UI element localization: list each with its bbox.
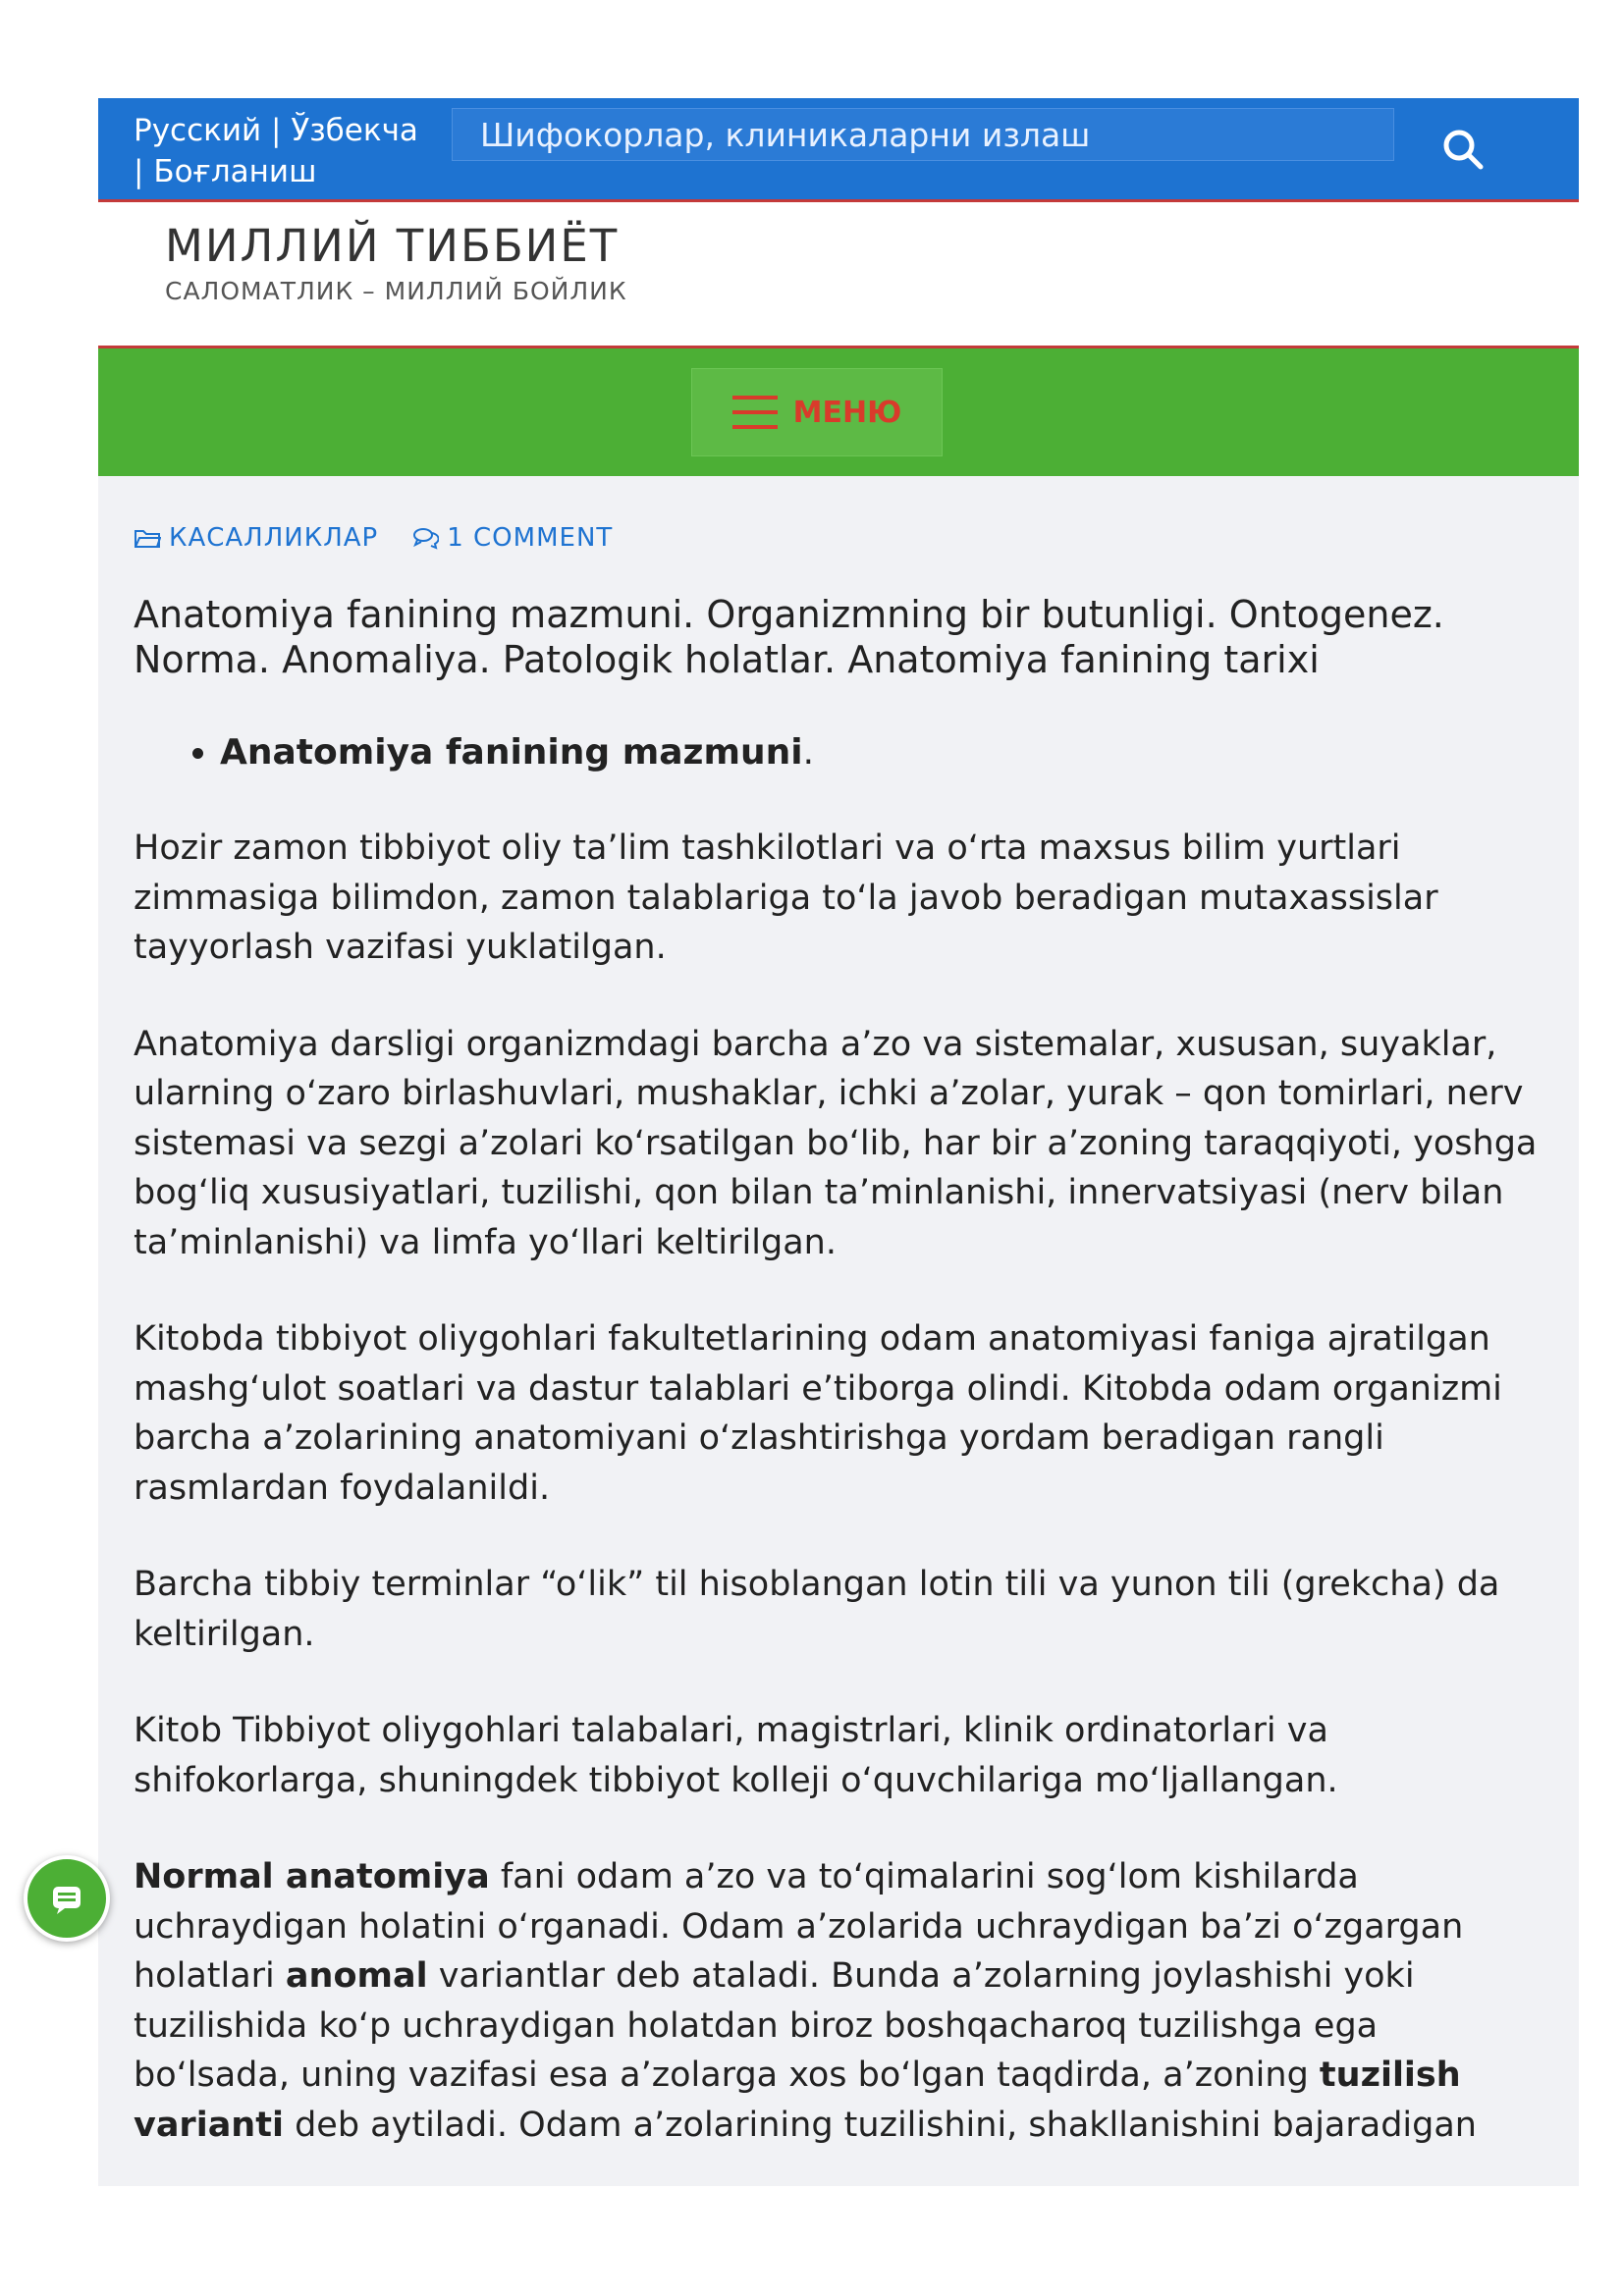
paragraph-6 (134, 1852, 1542, 2150)
hamburger-icon (732, 396, 778, 429)
menu-label: МЕНЮ (792, 395, 902, 430)
site-tagline: САЛОМАТЛИК – МИЛЛИЙ БОЙЛИК (165, 277, 627, 305)
folder-icon (134, 524, 161, 552)
paragraph-6-text-3: deb aytiladi. Odam a’zolarining tuzilishini, shakllanishini bajaradigan (283, 2105, 1477, 2145)
comments-link[interactable] (411, 523, 613, 553)
top-bar (98, 98, 1579, 202)
chat-icon (47, 1879, 86, 1918)
term-normal-anatomiya: Normal anatomiya (134, 1857, 490, 1896)
term-anomal: anomal (285, 1956, 428, 1996)
lang-uz-link[interactable]: Ўзбекча (291, 113, 418, 148)
menu-button[interactable] (691, 368, 943, 456)
article-content (98, 476, 1579, 2186)
paragraph-4: Barcha tibbiy terminlar “o‘lik” til hisoblangan lotin tili va yunon tili (grekcha) da keltirilgan. (134, 1565, 1500, 1654)
term-tuzilish-varianti: tuzilish varianti (134, 2056, 1461, 2145)
article-title: Anatomiya fanining mazmuni. Organizmning bir butunligi. Ontogenez. Norma. Anomaliya. Patologik holatlar. Anatomiya fanining tarixi (134, 593, 1444, 681)
search-input[interactable]: Шифокорлар, клиникаларни излаш (452, 108, 1394, 161)
paragraph-1: Hozir zamon tibbiyot oliy ta’lim tashkilotlari va o‘rta maxsus bilim yurtlari zimmasiga bilimdon, zamon talablariga to‘la javob beradigan mutaxassislar tayyorlash vazifasi yuklatilgan. (134, 828, 1438, 967)
paragraph-6-text-1: fani odam a’zo va to‘qimalarini sog‘lom kishilarda uchraydigan holatini o‘rganadi. Odam a’zolarida uchraydigan ba’zi o‘zgargan holatlari (134, 1857, 1464, 1996)
paragraph-5: Kitob Tibbiyot oliygohlari talabalari, magistrlari, klinik ordinatorlari va shifokorlarga, shuningdek tibbiyot kolleji o‘quvchilariga mo‘ljallangan. (134, 1711, 1338, 1800)
site-title[interactable]: МИЛЛИЙ ТИББИЁТ (165, 220, 620, 272)
toc-list (134, 729, 1542, 776)
search-icon[interactable] (1439, 126, 1488, 175)
paragraph-2: Anatomiya darsligi organizmdagi barcha a’zo va sistemalar, xususan, suyaklar, ularning o‘zaro birlashuvlari, mushaklar, ichki a’zolar, yurak – qon tomirlari, nerv sistemasi va sezgi a’zolari ko‘rsatilgan bo‘lib, har bir a’zoning taraqqiyoti, yoshga bog‘liq xususiyatlari, tuzilishi, qon bilan ta’minlanishi, innervatsiyasi (nerv bilan ta’minlanishi) va limfa yo‘llari keltirilgan. (134, 1024, 1538, 1262)
category-label: КАСАЛЛИКЛАР (169, 523, 379, 553)
page (98, 98, 1579, 2186)
paragraph-6-text-2: variantlar deb ataladi. Bunda a’zolarning joylashishi yoki tuzilishida ko‘p uchraydigan holatdan biroz boshqacharoq tuzilishga ega bo‘lsada, uning vazifasi esa a’zolarga xos bo‘lgan taqdirda, a’zoning (134, 1956, 1415, 2095)
language-links: Русский | Ўзбекча | Боғланиш (134, 113, 418, 189)
site-header (98, 202, 1579, 346)
main-nav (98, 346, 1579, 476)
comments-icon (411, 524, 439, 552)
contact-link[interactable]: Боғланиш (153, 154, 317, 189)
paragraph-3: Kitobda tibbiyot oliygohlari fakultetlarining odam anatomiyasi faniga ajratilgan mashg‘ulot soatlari va dastur talablari e’tiborga olindi. Kitobda odam organizmi barcha a’zolarining anatomiyani o‘zlashtirishga yordam beradigan rangli rasmlardan foydalanildi. (134, 1319, 1502, 1508)
toc-item-label: Anatomiya fanining mazmuni (220, 732, 803, 773)
toc-item: • Anatomiya fanining mazmuni. (220, 729, 1542, 776)
category-link[interactable] (134, 523, 378, 553)
lang-ru-link[interactable]: Русский (134, 113, 262, 148)
post-meta (134, 523, 1542, 553)
comments-label: 1 COMMENT (447, 523, 614, 553)
chat-button[interactable] (24, 1855, 110, 1942)
